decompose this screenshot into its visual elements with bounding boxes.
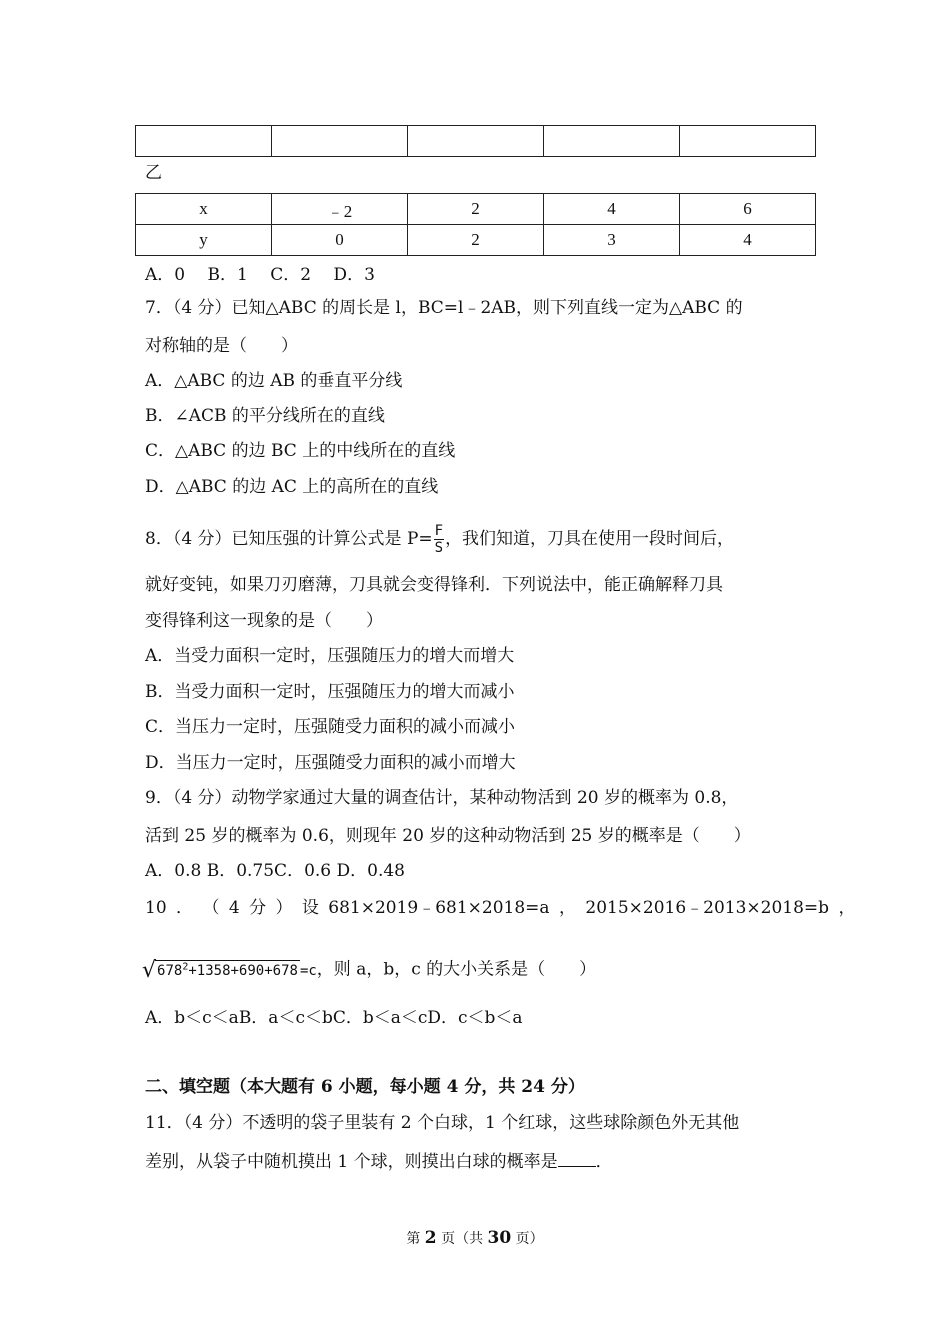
table-cell: y	[136, 225, 272, 256]
q8-stem-pre: 8．（4 分）已知压强的计算公式是 P=	[145, 529, 433, 549]
table-row	[136, 194, 816, 225]
table-cell	[680, 126, 816, 157]
footer-page-number: 2	[424, 1228, 437, 1248]
answer-blank	[558, 1150, 596, 1167]
table-cell: 2	[408, 225, 544, 256]
q7-stem-line-1: 7．（4 分）已知△ABC 的周长是 l，BC=l﹣2AB，则下列直线一定为△ABC 的	[145, 298, 743, 318]
table-cell: 4	[680, 225, 816, 256]
q8-option-c: C．当压力一定时，压强随受力面积的减小而减小	[145, 717, 516, 737]
sqrt-icon: √	[142, 957, 157, 983]
q11-stem-line-2	[145, 1150, 613, 1174]
q8-stem-line-3: 变得锋利这一现象的是（ ）	[145, 611, 383, 631]
radicand-exponent: 2	[182, 961, 189, 972]
radical-expression	[142, 957, 317, 983]
q7-option-c: C．△ABC 的边 BC 上的中线所在的直线	[145, 441, 456, 461]
radical-equals: =c	[299, 962, 317, 979]
q8-option-d: D．当压力一定时，压强随受力面积的减小而增大	[145, 753, 516, 773]
pressure-fraction	[434, 523, 444, 556]
table-cell: ﹣2	[272, 194, 408, 225]
table-cell: 4	[544, 194, 680, 225]
table-cell	[408, 126, 544, 157]
section-2-title: 二、填空题（本大题有 6 小题，每小题 4 分，共 24 分）	[145, 1077, 585, 1097]
q9-stem-line-1: 9．（4 分）动物学家通过大量的调查估计，某种动物活到 20 岁的概率为 0.8，	[145, 788, 739, 808]
q7-option-d: D．△ABC 的边 AC 上的高所在的直线	[145, 477, 439, 497]
q11-stem-post: ．	[595, 1152, 613, 1172]
footer-mid: 页（共	[436, 1231, 488, 1247]
q10-stem-line-1: 10 ． （ 4 分 ） 设 681×2019﹣681×2018=a ， 2015×2016﹣2013×2018=b ，	[145, 898, 856, 918]
table-cell: 6	[680, 194, 816, 225]
table-top	[135, 125, 816, 157]
table-cell: x	[136, 194, 272, 225]
footer-pre: 第	[406, 1231, 425, 1247]
table-cell: 3	[544, 225, 680, 256]
q8-option-b: B．当受力面积一定时，压强随压力的增大而减小	[145, 682, 515, 702]
q7-stem-line-2: 对称轴的是（ ）	[145, 336, 298, 356]
q8-stem-line-2: 就好变钝，如果刀刃磨薄，刀具就会变得锋利．下列说法中，能正确解释刀具	[145, 575, 723, 595]
q7-option-a: A．△ABC 的边 AB 的垂直平分线	[145, 371, 403, 391]
table-cell	[136, 126, 272, 157]
q11-stem-line-1: 11．（4 分）不透明的袋子里装有 2 个白球，1 个红球，这些球除颜色外无其他	[145, 1113, 740, 1133]
table-cell	[544, 126, 680, 157]
table-yi	[135, 193, 816, 256]
q11-stem-pre: 差别，从袋子中随机摸出 1 个球，则摸出白球的概率是	[145, 1152, 558, 1172]
footer-post: 页）	[511, 1231, 544, 1247]
q10-options: A．b＜c＜aB．a＜c＜bC．b＜a＜cD．c＜b＜a	[145, 1008, 523, 1028]
fraction-denominator: S	[434, 540, 444, 556]
q8-stem-line-1	[145, 523, 734, 556]
label-yi: 乙	[145, 163, 162, 183]
radicand-base: 678	[157, 962, 183, 979]
table-cell: 0	[272, 225, 408, 256]
page-footer	[0, 1228, 950, 1248]
q10-stem-post: ，则 a，b，c 的大小关系是（ ）	[316, 959, 597, 980]
q6-options: A．0 B．1 C．2 D．3	[145, 265, 375, 285]
fraction-numerator: F	[434, 523, 444, 539]
q8-stem-post: ，我们知道，刀具在使用一段时间后，	[445, 529, 735, 549]
q10-stem-line-2	[142, 955, 596, 983]
radicand-rest: +1358+690+678	[188, 962, 298, 979]
q9-options: A．0.8 B．0.75C．0.6 D．0.48	[145, 861, 405, 881]
q8-option-a: A．当受力面积一定时，压强随压力的增大而增大	[145, 646, 515, 666]
table-row	[136, 126, 816, 157]
table-cell	[272, 126, 408, 157]
footer-total-pages: 30	[487, 1228, 512, 1248]
q7-option-b: B．∠ACB 的平分线所在的直线	[145, 406, 385, 426]
q9-stem-line-2: 活到 25 岁的概率为 0.6，则现年 20 岁的这种动物活到 25 岁的概率是（ ）	[145, 826, 751, 846]
table-row	[136, 225, 816, 256]
table-cell: 2	[408, 194, 544, 225]
radicand	[155, 960, 300, 979]
